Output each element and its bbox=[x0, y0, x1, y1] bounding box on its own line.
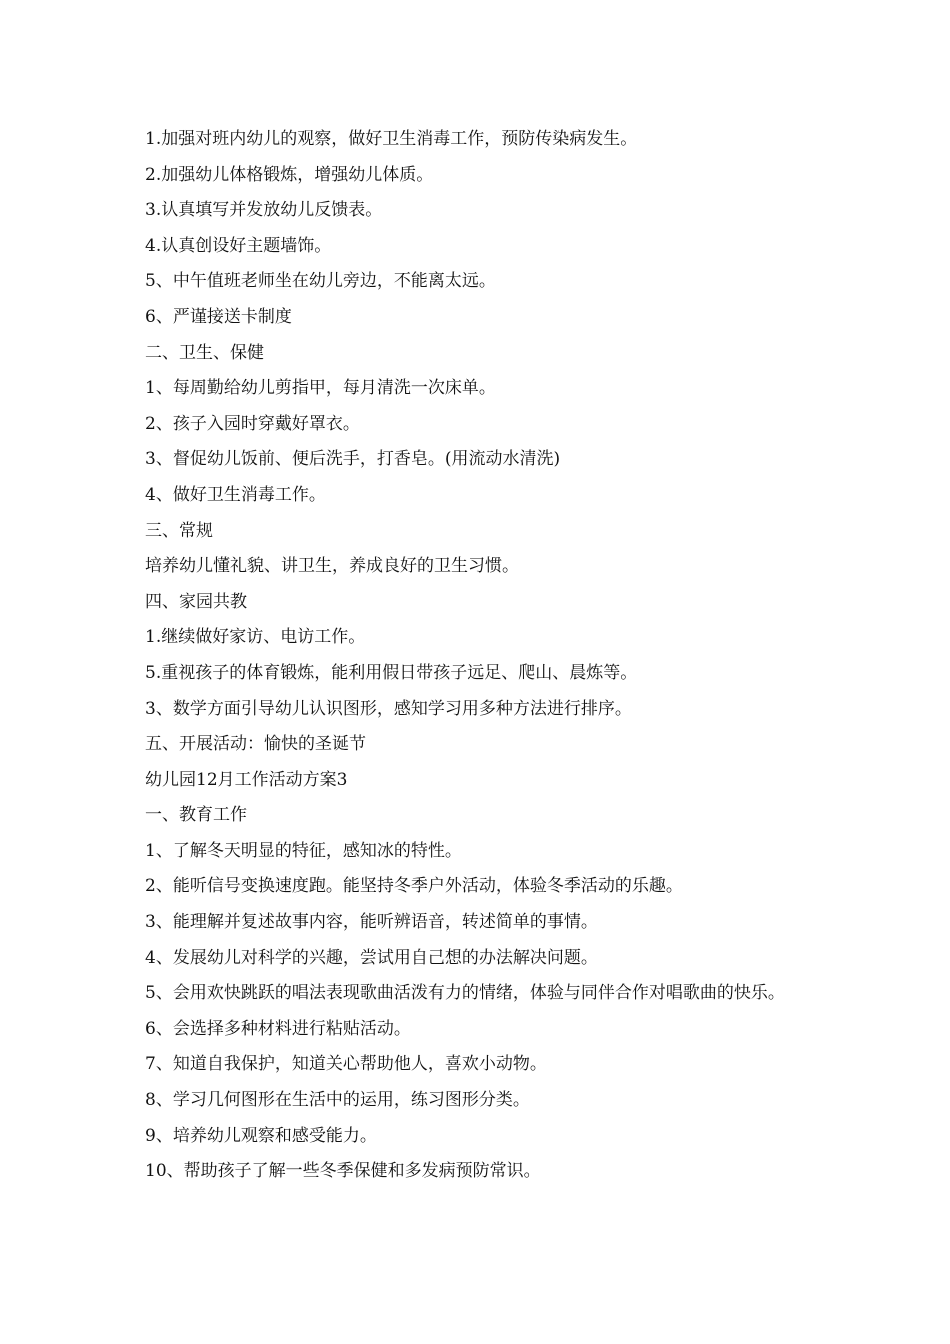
paragraph: 4、做好卫生消毒工作。 bbox=[145, 484, 326, 505]
paragraph: 2、孩子入园时穿戴好罩衣。 bbox=[145, 413, 360, 434]
paragraph: 3、督促幼儿饭前、便后洗手，打香皂。(用流动水清洗) bbox=[145, 449, 561, 470]
paragraph: 7、知道自我保护，知道关心帮助他人，喜欢小动物。 bbox=[145, 1054, 547, 1075]
document-body bbox=[145, 122, 815, 1190]
paragraph: 1、每周勤给幼儿剪指甲，每月清洗一次床单。 bbox=[145, 378, 496, 399]
section-heading: 二、卫生、保健 bbox=[145, 342, 264, 363]
paragraph: 2、能听信号变换速度跑。能坚持冬季户外活动，体验冬季活动的乐趣。 bbox=[145, 876, 683, 897]
paragraph: 2.加强幼儿体格锻炼，增强幼儿体质。 bbox=[145, 164, 434, 185]
section-heading: 三、常规 bbox=[145, 520, 213, 541]
paragraph: 3.认真填写并发放幼儿反馈表。 bbox=[145, 200, 383, 221]
paragraph: 5.重视孩子的体育锻炼，能利用假日带孩子远足、爬山、晨炼等。 bbox=[145, 662, 638, 683]
paragraph: 9、培养幼儿观察和感受能力。 bbox=[145, 1125, 377, 1146]
paragraph: 培养幼儿懂礼貌、讲卫生，养成良好的卫生习惯。 bbox=[145, 556, 519, 577]
paragraph: 10、帮助孩子了解一些冬季保健和多发病预防常识。 bbox=[145, 1161, 541, 1182]
paragraph: 6、严谨接送卡制度 bbox=[145, 306, 292, 327]
paragraph: 3、数学方面引导幼儿认识图形，感知学习用多种方法进行排序。 bbox=[145, 698, 632, 719]
paragraph: 8、学习几何图形在生活中的运用，练习图形分类。 bbox=[145, 1090, 530, 1111]
paragraph: 4.认真创设好主题墙饰。 bbox=[145, 235, 332, 256]
paragraph: 1.加强对班内幼儿的观察，做好卫生消毒工作，预防传染病发生。 bbox=[145, 129, 638, 149]
section-heading: 一、教育工作 bbox=[145, 805, 247, 826]
section-heading: 四、家园共教 bbox=[145, 591, 247, 612]
paragraph: 1.继续做好家访、电访工作。 bbox=[145, 627, 366, 648]
paragraph: 4、发展幼儿对科学的兴趣，尝试用自己想的办法解决问题。 bbox=[145, 947, 598, 968]
document-title: 幼儿园12月工作活动方案3 bbox=[145, 769, 348, 790]
paragraph: 1、了解冬天明显的特征，感知冰的特性。 bbox=[145, 840, 462, 861]
paragraph: 5、中午值班老师坐在幼儿旁边，不能离太远。 bbox=[145, 271, 496, 292]
paragraph: 3、能理解并复述故事内容，能听辨语音，转述简单的事情。 bbox=[145, 912, 598, 933]
paragraph: 6、会选择多种材料进行粘贴活动。 bbox=[145, 1018, 411, 1039]
section-heading: 五、开展活动：愉快的圣诞节 bbox=[145, 734, 366, 755]
paragraph: 5、会用欢快跳跃的唱法表现歌曲活泼有力的情绪，体验与同伴合作对唱歌曲的快乐。 bbox=[145, 983, 785, 1004]
